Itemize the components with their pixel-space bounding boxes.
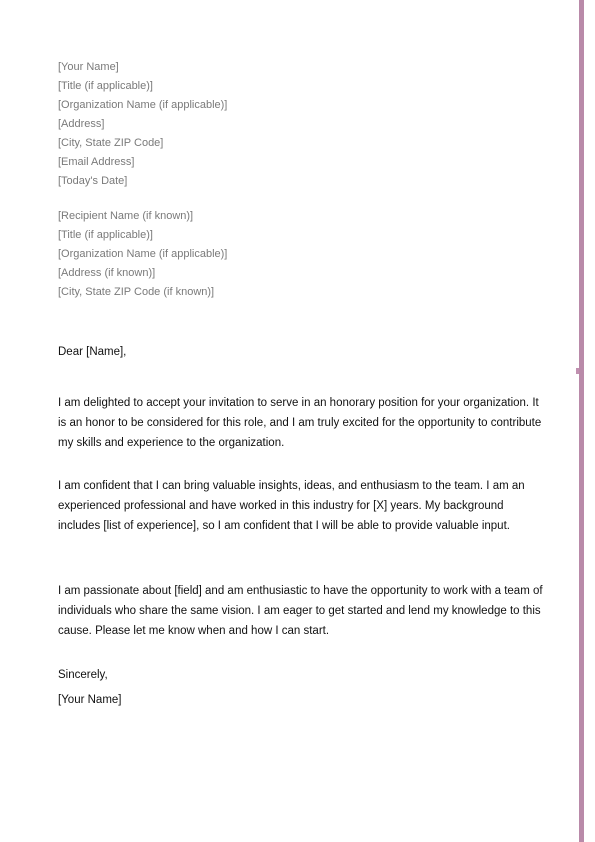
recipient-city-state-zip: [City, State ZIP Code (if known)] xyxy=(58,286,215,298)
sender-organization: [Organization Name (if applicable)] xyxy=(58,99,228,111)
body-paragraph-qualifications: I am confident that I can bring valuable insights, ideas, and enthusiasm to the team. I am an experienced professional and have worked in this industry for [X] years. My background includes [list of experience], so I am confident that I will be able to provide valuable input. xyxy=(58,480,525,532)
recipient-address-block xyxy=(58,207,227,302)
recipient-address: [Address (if known)] xyxy=(58,267,156,279)
sender-name: [Your Name] xyxy=(58,61,119,73)
recipient-organization: [Organization Name (if applicable)] xyxy=(58,248,228,260)
accent-side-bar xyxy=(579,0,584,842)
sender-city-state-zip: [City, State ZIP Code] xyxy=(58,137,164,149)
signature-name: [Your Name] xyxy=(58,694,122,706)
accent-side-notch xyxy=(576,368,579,374)
body-paragraph-acceptance: I am delighted to accept your invitation to serve in an honorary position for your organization. It is an honor to be considered for this role, and I am truly excited for the opportunity to contribute my skills and experience to the organization. xyxy=(58,397,542,449)
recipient-title: [Title (if applicable)] xyxy=(58,229,153,241)
letter-date: [Today's Date] xyxy=(58,175,128,187)
sender-title: [Title (if applicable)] xyxy=(58,80,153,92)
body-paragraph-enthusiasm: I am passionate about [field] and am enthusiastic to have the opportunity to work with a team of individuals who share the same vision. I am eager to get started and lend my knowledge to this cause. Please let me know when and how I can start. xyxy=(58,585,543,637)
sender-email: [Email Address] xyxy=(58,156,135,168)
closing: Sincerely, xyxy=(58,669,108,681)
salutation: Dear [Name], xyxy=(58,346,127,358)
sender-address-block xyxy=(58,58,227,191)
recipient-name: [Recipient Name (if known)] xyxy=(58,210,194,222)
sender-address: [Address] xyxy=(58,118,105,130)
